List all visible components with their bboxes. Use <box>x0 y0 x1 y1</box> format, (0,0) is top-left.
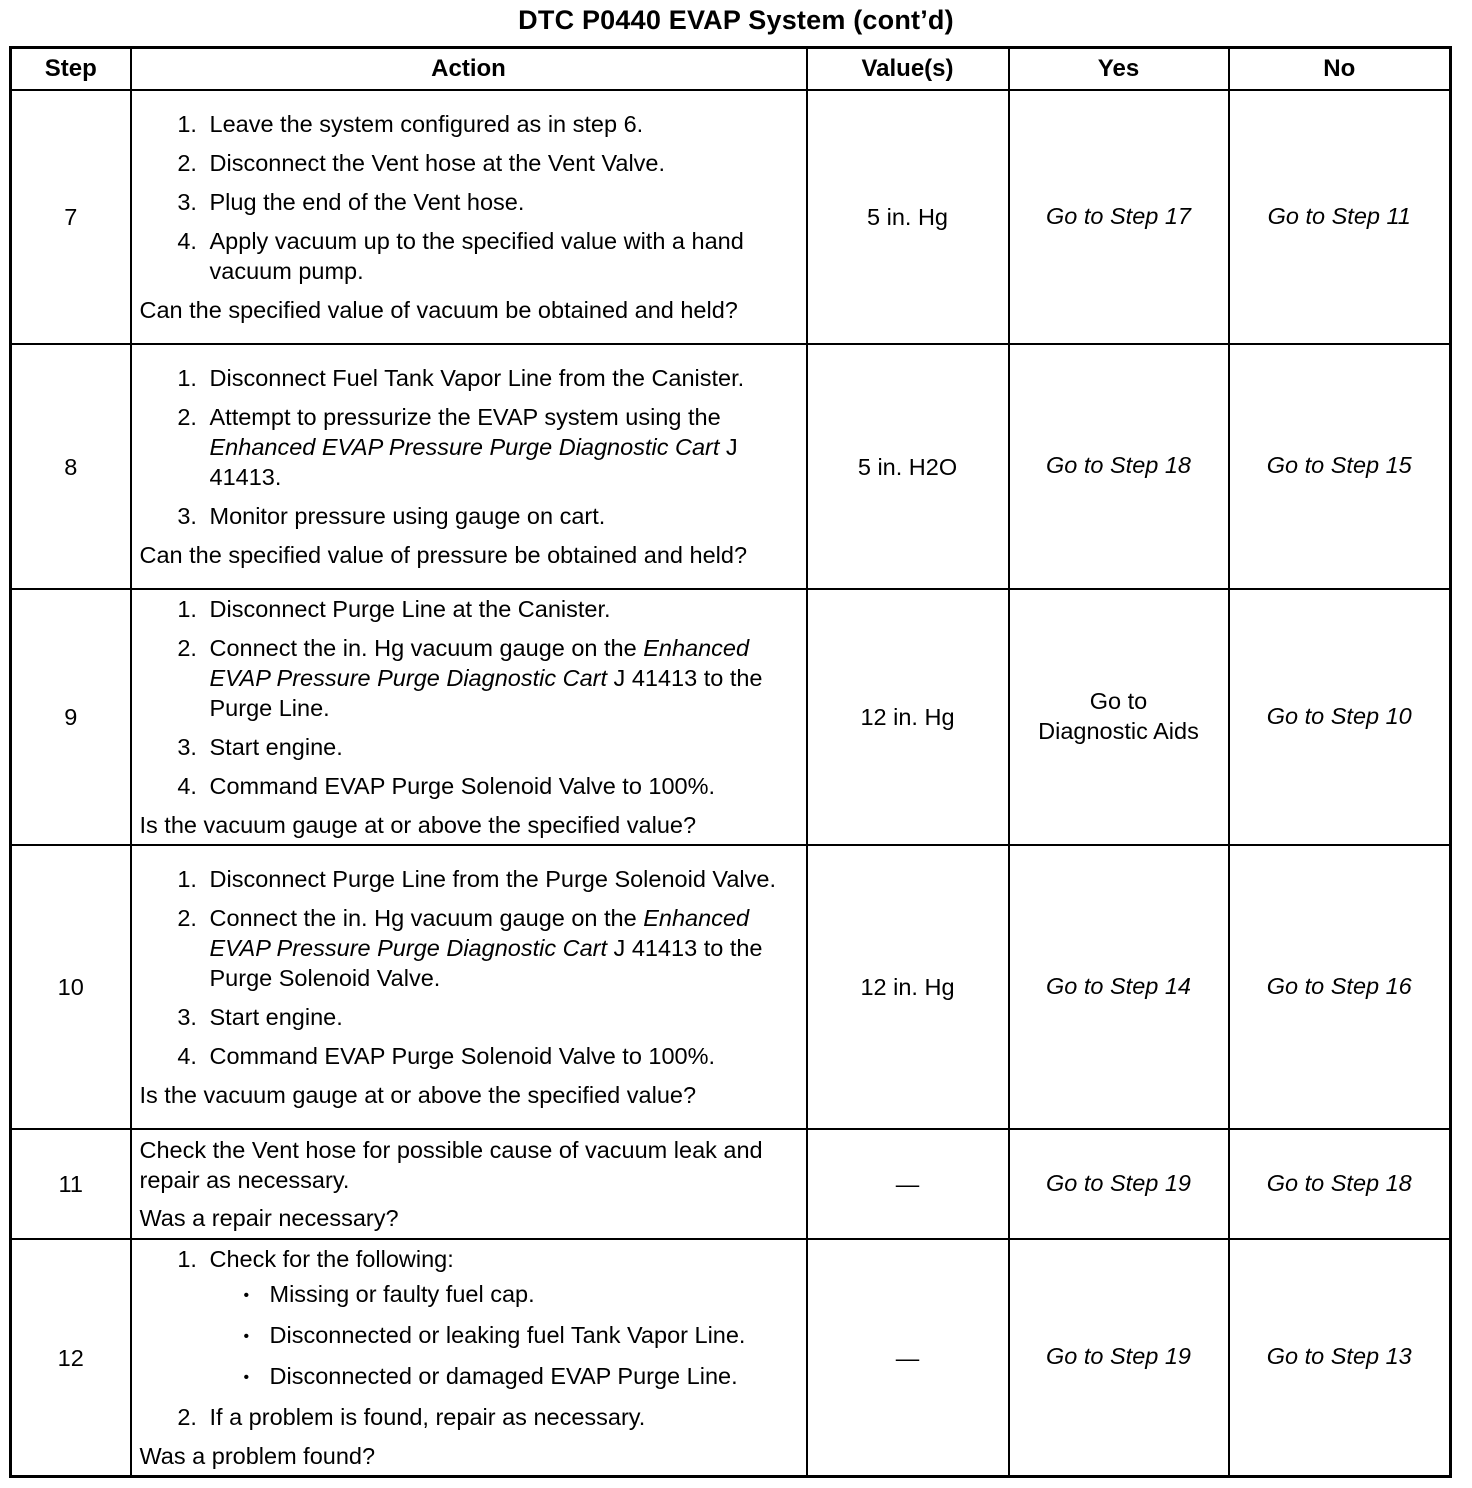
table-row <box>11 589 1451 845</box>
action-list <box>140 363 800 531</box>
tool-name: Enhanced EVAP Pressure Purge Diagnostic Cart <box>209 434 720 460</box>
action-item: 1. Disconnect Purge Line from the Purge Solenoid Valve. <box>204 864 800 894</box>
no-cell: Go to Step 10 <box>1229 589 1451 845</box>
action-item: 1. Disconnect Fuel Tank Vapor Line from the Canister. <box>204 363 800 393</box>
action-cell <box>131 344 807 589</box>
bullet-item: • Missing or faulty fuel cap. <box>244 1279 800 1311</box>
action-text: J 41413 to the Purge Line. <box>209 665 763 721</box>
header-step: Step <box>11 48 131 91</box>
yes-cell: Go to Step 18 <box>1009 344 1229 589</box>
yes-cell: Go to Step 17 <box>1009 90 1229 344</box>
table-row <box>11 1239 1451 1477</box>
header-no: No <box>1229 48 1451 91</box>
table-row <box>11 344 1451 589</box>
action-item: 3. Start engine. <box>204 1002 800 1032</box>
action-item: 3. Start engine. <box>204 732 800 762</box>
header-values: Value(s) <box>807 48 1009 91</box>
action-list <box>140 594 800 801</box>
statement-text: Check the Vent hose for possible cause of vacuum leak and repair as necessary. <box>139 1137 763 1193</box>
question-text: Can the specified value of vacuum be obtained and held? <box>139 297 738 323</box>
action-cell <box>131 589 807 845</box>
no-cell: Go to Step 18 <box>1229 1129 1451 1239</box>
action-item <box>204 903 800 993</box>
step-number: 10 <box>11 845 131 1129</box>
diagnostic-table <box>9 46 1452 1478</box>
yes-cell: Go to Step 19 <box>1009 1239 1229 1477</box>
value-cell: 12 in. Hg <box>807 845 1009 1129</box>
value-cell: — <box>807 1129 1009 1239</box>
no-cell: Go to Step 16 <box>1229 845 1451 1129</box>
action-item <box>204 402 800 492</box>
action-item: 3. Monitor pressure using gauge on cart. <box>204 501 800 531</box>
step-number: 9 <box>11 589 131 845</box>
yes-line: Go to <box>1089 687 1148 714</box>
step-number: 12 <box>11 1239 131 1477</box>
action-cell <box>131 1239 807 1477</box>
question-text: Can the specified value of pressure be obtained and held? <box>139 542 748 568</box>
action-text: Connect the in. Hg vacuum gauge on the <box>209 905 637 931</box>
page-title: DTC P0440 EVAP System (cont’d) <box>518 5 954 35</box>
action-item <box>204 633 800 723</box>
value-cell: 12 in. Hg <box>807 589 1009 845</box>
question-text: Was a problem found? <box>139 1443 376 1469</box>
value-cell: — <box>807 1239 1009 1477</box>
header-yes: Yes <box>1009 48 1229 91</box>
action-text: Connect the in. Hg vacuum gauge on the <box>209 635 637 661</box>
no-cell: Go to Step 13 <box>1229 1239 1451 1477</box>
value-cell: 5 in. Hg <box>807 90 1009 344</box>
table-row <box>11 1129 1451 1239</box>
question-text: Is the vacuum gauge at or above the specified value? <box>139 812 697 838</box>
action-cell <box>131 845 807 1129</box>
tool-name: Enhanced EVAP Pressure Purge Diagnostic Cart <box>209 905 750 961</box>
bullet-list <box>210 1279 800 1393</box>
action-list <box>140 109 800 286</box>
value-cell: 5 in. H2O <box>807 344 1009 589</box>
no-cell: Go to Step 11 <box>1229 90 1451 344</box>
action-text: J 41413 to the Purge Solenoid Valve. <box>209 935 763 991</box>
header-row <box>11 48 1451 91</box>
question-text: Was a repair necessary? <box>139 1205 399 1231</box>
tool-name: Enhanced EVAP Pressure Purge Diagnostic Cart <box>209 635 750 691</box>
action-item: 1. Disconnect Purge Line at the Canister. <box>204 594 800 624</box>
action-item: 1. Leave the system configured as in step 6. <box>204 109 800 139</box>
action-text: J 41413. <box>209 434 738 490</box>
action-text: Attempt to pressurize the EVAP system using the <box>209 404 721 430</box>
action-item <box>204 1244 800 1393</box>
action-item: 2. If a problem is found, repair as necessary. <box>204 1402 800 1432</box>
yes-line: Diagnostic Aids <box>1038 717 1199 744</box>
action-item: 4. Command EVAP Purge Solenoid Valve to 100%. <box>204 1041 800 1071</box>
step-number: 8 <box>11 344 131 589</box>
action-text: Check for the following: <box>209 1246 454 1272</box>
yes-cell <box>1009 589 1229 845</box>
action-item: 2. Disconnect the Vent hose at the Vent Valve. <box>204 148 800 178</box>
action-item: 4. Apply vacuum up to the specified value with a hand vacuum pump. <box>204 226 800 286</box>
yes-cell: Go to Step 19 <box>1009 1129 1229 1239</box>
step-number: 11 <box>11 1129 131 1239</box>
action-list <box>140 864 800 1071</box>
action-cell <box>131 90 807 344</box>
bullet-item: • Disconnected or leaking fuel Tank Vapor Line. <box>244 1320 800 1352</box>
action-cell <box>131 1129 807 1239</box>
header-action: Action <box>131 48 807 91</box>
table-row <box>11 90 1451 344</box>
table-row <box>11 845 1451 1129</box>
question-text: Is the vacuum gauge at or above the specified value? <box>139 1082 697 1108</box>
action-item: 3. Plug the end of the Vent hose. <box>204 187 800 217</box>
bullet-item: • Disconnected or damaged EVAP Purge Line. <box>244 1361 800 1393</box>
action-list <box>140 1244 800 1432</box>
action-item: 4. Command EVAP Purge Solenoid Valve to 100%. <box>204 771 800 801</box>
no-cell: Go to Step 15 <box>1229 344 1451 589</box>
step-number: 7 <box>11 90 131 344</box>
yes-cell: Go to Step 14 <box>1009 845 1229 1129</box>
